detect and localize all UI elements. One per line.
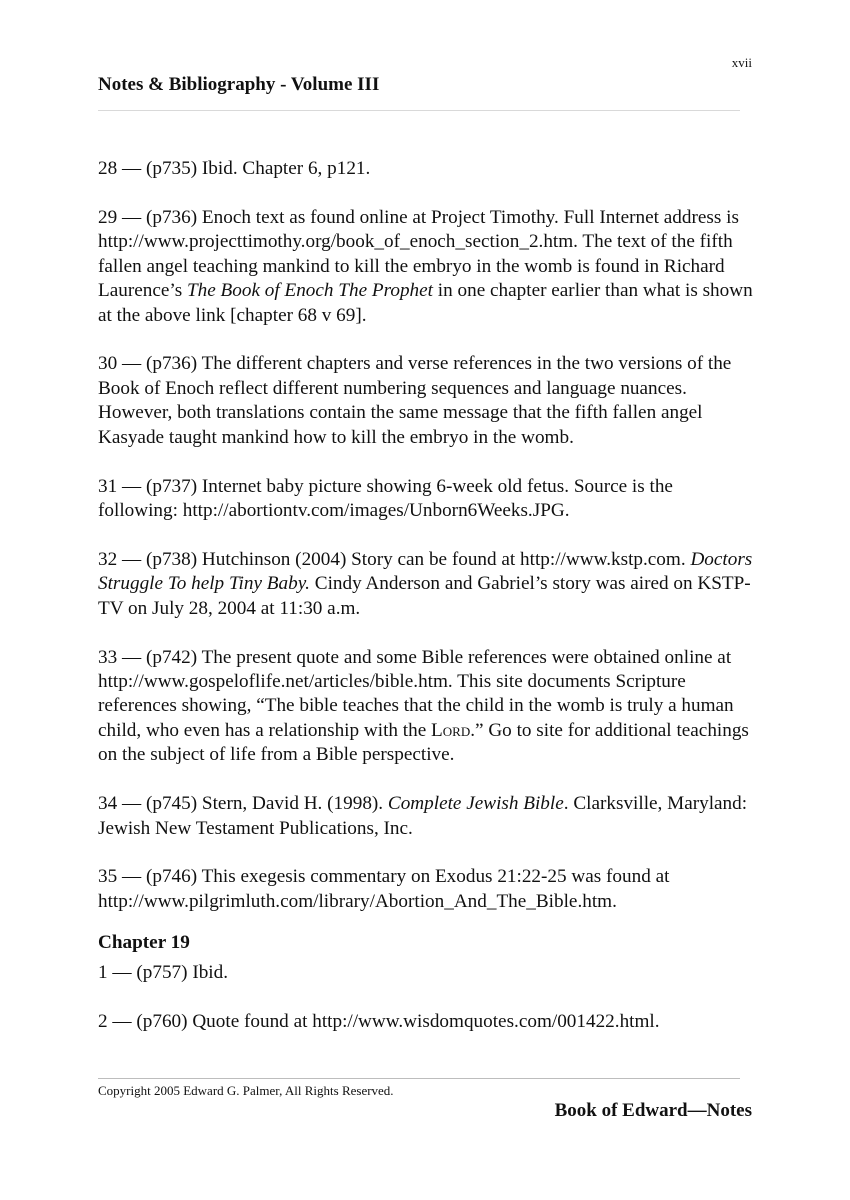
- note-34: [98, 792, 753, 841]
- note-33-lord: Lord: [431, 719, 471, 741]
- copyright-notice: Copyright 2005 Edward G. Palmer, All Rights Reserved.: [98, 1083, 394, 1098]
- page-header-title: Notes & Bibliography - Volume III: [98, 74, 380, 95]
- note-31: 31 — (p737) Internet baby picture showing 6-week old fetus. Source is the following: http://abortiontv.com/images/Unborn6Weeks.JPG.: [98, 475, 673, 521]
- note-29-text-end: in one chapter earlier than what is shown at the above link [chapter 68 v 69].: [98, 280, 753, 326]
- note-34-text: 34 — (p745) Stern, David H. (1998).: [98, 793, 388, 815]
- note-35: 35 — (p746) This exegesis commentary on Exodus 21:22-25 was found at http://www.pilgrimluth.com/library/Abortion_And_The_Bible.htm.: [98, 866, 670, 912]
- note-29-book-title: The Book of Enoch The Prophet: [186, 280, 433, 302]
- note-29-text: 29 — (p736) Enoch text as found online at Project Timothy. Full Internet address is http://www.projecttimothy.org/book_of_enoch_section_2.htm. The text of the fifth fallen angel teaching mankind to kill the embryo in the womb is found in Richard Laurence’s: [98, 206, 739, 302]
- note-33-text-end: .” Go to site for additional teachings on the subject of life from a Bible perspective.: [98, 719, 749, 766]
- note-32-text: 32 — (p738) Hutchinson (2004) Story can be found at http://www.kstp.com.: [98, 548, 691, 570]
- page-number: xvii: [731, 55, 752, 70]
- note-34-text-end: . Clarksville, Maryland: Jewish New Testament Publications, Inc.: [98, 793, 748, 839]
- note-30: 30 — (p736) The different chapters and verse references in the two versions of the Book of Enoch reflect different numbering sequences and language nuances. However, both translations contain the same message that the fifth fallen angel Kasyade taught mankind how to kill the embryo in the womb.: [98, 353, 732, 448]
- chapter-19-heading: Chapter 19: [98, 931, 190, 953]
- note-32-article-title: Doctors Struggle To help Tiny Baby.: [98, 548, 753, 595]
- note-32-text-end: Cindy Anderson and Gabriel’s story was aired on KSTP-TV on July 28, 2004 at 11:30 a.m.: [98, 573, 751, 619]
- note-34-book-title: Complete Jewish Bible: [387, 793, 564, 815]
- note-32: [98, 548, 753, 621]
- note-29: [98, 206, 753, 328]
- notes-content: [98, 157, 753, 1059]
- footer-divider: [98, 1078, 740, 1079]
- chapter-19-note-1: 1 — (p757) Ibid.: [98, 962, 229, 984]
- chapter-19-note-2: 2 — (p760) Quote found at http://www.wisdomquotes.com/001422.html.: [98, 1011, 660, 1033]
- note-33: [98, 646, 753, 768]
- note-28: 28 — (p735) Ibid. Chapter 6, p121.: [98, 158, 371, 179]
- note-33-text: 33 — (p742) The present quote and some Bible references were obtained online at http://www.gospeloflife.net/articles/bible.htm. This site documents Scripture references showing, “The bible teaches that the child in the womb is truly a human child, who even has a relationship with the: [98, 646, 734, 741]
- footer-book-title: Book of Edward—Notes: [554, 1100, 752, 1121]
- header-divider: [98, 110, 740, 111]
